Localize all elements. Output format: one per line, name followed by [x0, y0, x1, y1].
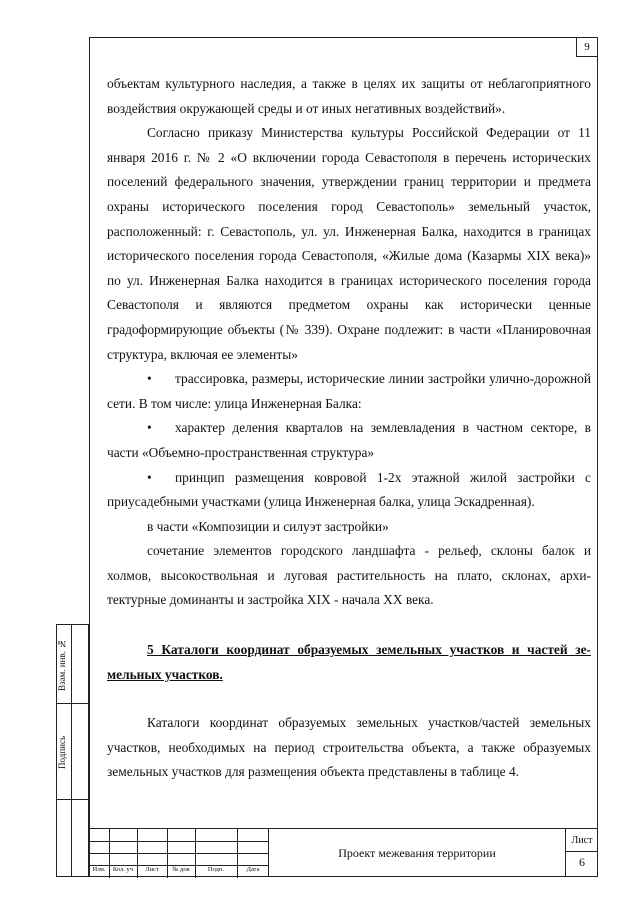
bullet-item-3	[107, 466, 591, 515]
paragraph-catalogs: Каталоги координат образуемых земельных участков/частей земельных участков, необходимых на период строительства объекта, а также образуемых земельных участков для размещения объекта представлены в таблице 4.	[107, 715, 591, 780]
corner-page-number: 9	[576, 37, 598, 57]
bullet-item-1	[107, 367, 591, 416]
bullet-icon: •	[147, 420, 152, 436]
section-heading: 5 Каталоги координат образуемых земельных участков и частей земельных участков.	[107, 642, 591, 682]
title-block-title: Проект межевания территории	[269, 828, 565, 877]
side-strip-bottom	[56, 799, 89, 877]
title-block	[89, 828, 598, 877]
bullet-icon: •	[147, 371, 152, 387]
title-block-grid	[89, 828, 269, 877]
grid-line	[89, 853, 269, 854]
col-label-count: Кол. уч	[112, 866, 134, 873]
paragraph-continuation: объектам культурного наследия, а также в целях их защиты от неблагоприятного воздействия окружающей среды и от иных негативных воздействий».	[107, 76, 591, 116]
bullet-text-1: трассировка, размеры, исторические линии застройки улично-дорожной сети. В том числе: улица Инженерная Балка:	[107, 371, 591, 411]
grid-line	[566, 851, 598, 852]
col-label-doc: № док	[172, 866, 190, 873]
side-strip-divider	[71, 704, 72, 799]
paragraph-composition: в части «Композиции и силуэт застройки»	[147, 518, 389, 534]
bullet-item-2	[107, 416, 591, 465]
bullet-icon: •	[147, 469, 152, 485]
bullet-text-3: принцип размещения ковровой 1-2х этажной жилой застройки с приусадебными участками (улица Инженерная балка, улица Эскадренная).	[107, 469, 591, 510]
col-label-signature: Подп.	[207, 866, 225, 873]
col-label-change: Изм.	[92, 866, 106, 873]
side-label-inventory: Взам. инв. №	[57, 638, 67, 692]
title-block-sheet	[565, 828, 598, 877]
col-label-sheet: Лист	[145, 866, 159, 873]
side-strip-top	[56, 624, 89, 704]
paragraph-order: Согласно приказу Министерства культуры Российской Федерации от 11 января 2016 г. № 2 «О включении города Севастополя в перечень исторических поселений федерального значения, утверждении границ территории и предмета охраны исторического поселения город Севастополь» земельный участок, расположенный: г. Севастополь, ул. ул. Инженерная Балка, находится в границах исторического поселения города Севастополя, «Жилые дома (Казармы XIX века)» по ул. Инженерная Балка находится в границах исторического поселения города Севастополя и являются предметом охраны как исторически ценные градоформирующие объекты (№ 339). Охране подлежит: в части «Планировочная структура, включая ее элементы»	[107, 125, 591, 362]
side-label-signature: Подпись	[57, 735, 67, 770]
side-strip-divider	[71, 625, 72, 703]
side-strip-divider	[71, 800, 72, 876]
sheet-label: Лист	[571, 835, 593, 846]
paragraph-landscape: сочетание элементов городского ландшафта - рельеф, склоны балок и холмов, высокоствольная и луговая растительность на плато, склонах, архитектурные доминанты и застройка XIX - начала XX века.	[107, 543, 591, 608]
document-body	[107, 72, 591, 785]
side-strip-middle	[56, 703, 89, 800]
sheet-number: 6	[579, 855, 585, 869]
bullet-text-2: характер деления кварталов на землевладения в частном секторе, в части «Объемно-пространственная структура»	[107, 420, 591, 460]
grid-line	[89, 841, 269, 842]
col-label-date: Дата	[246, 866, 260, 873]
